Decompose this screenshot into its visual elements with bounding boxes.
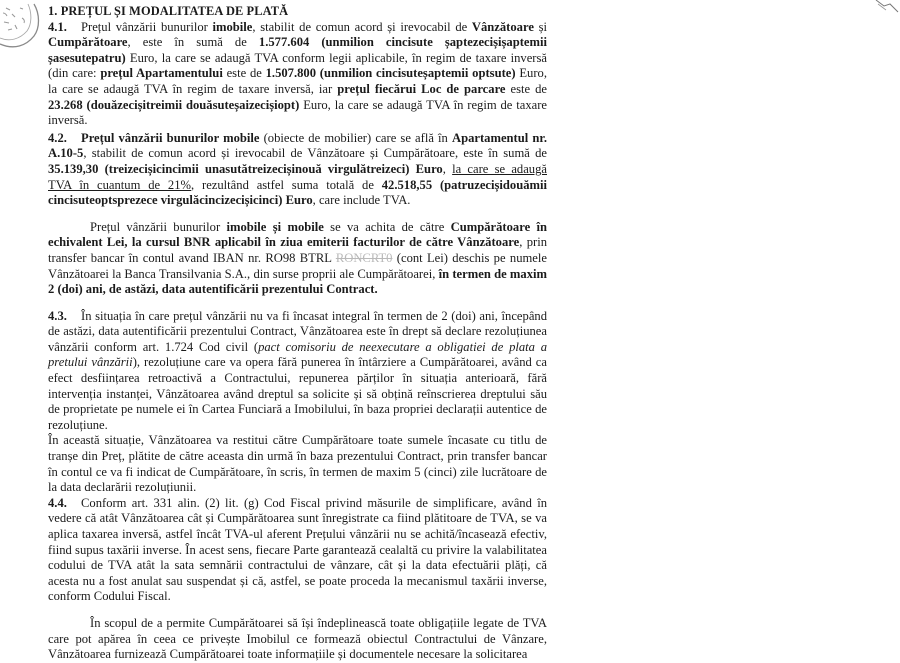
clause-4-2-payment: Prețul vânzării bunurilor imobile și mobile se va achita de către Cumpărătoare în echivalent Lei, la cursul BNR aplicabil în ziua emiterii facturilor de către Vânzătoare, prin transfer bancar în contul avand IBAN nr. RO98 BTRL RONCRT0 (cont Lei) deschis pe numele Vânzătoarei la Banca Transilvania S.A., din surse proprii ale Cumpărătoarei, în termen de maxim 2 (doi) ani, de astăzi, data autentificării prezentului Contract. [48,219,547,297]
contract-page [48,0,547,663]
page-corner-mark [874,0,900,26]
redacted-iban: RONCRT0 [335,250,393,265]
clause-4-4-vat-info: În scopul de a permite Cumpărătoarei să își îndeplinească toate obligațiile legate de TVA care pot apărea în ceea ce privește Imobilul ce formează obiectul Contractului de Vânzare, Vânzătoarea furnizează Cumpărătoarei toate informațiile și documentele necesare la solicitarea [48,615,547,662]
clause-4-3-restitution: În această situație, Vânzătoarea va restitui către Cumpărătoare toate sumele încasate cu titlu de tranșe din Preț, plătite de către aceasta din urmă în baza prezentului Contract, prin transfer bancar în contul ce va fi indicat de Cumpărătoare, în scris, în termen de maxim 5 (cinci) zile lucrătoare de la data declarării rezoluțiunii. [48,433,547,495]
clause-4-3: 4.3. În situația în care prețul vânzării nu va fi încasat integral în termen de 2 (doi) ani, începând de astăzi, data autentificării prezentului Contract, Vânzătoarea este în drept să declare rezoluțiunea vânzării conform art. 1.724 Cod civil (pact comisoriu de neexecutare a obligatiei de plata a pretului vânzării), rezoluțiune care va opera fără punerea în întârziere a Cumpărătoarei, având ca efect desființarea retroactivă a Contractului, repunerea părților în situația anterioară, fără intervenția instanței, Vânzătoarea având dreptul sa solicite și să obțină reînscrierea dreptului său de proprietate pe numele ei în Cartea Funciară a Imobilului, în baza propriei declarații autentice de rezoluțiune. [48,308,547,432]
clause-4-2: 4.2. Prețul vânzării bunurilor mobile (obiecte de mobilier) care se află în Apartamentul nr. A.10-5, stabilit de comun acord și irevocabil de Vânzătoare și Cumpărătoare, este în sumă de 35.139,30 (treizecișicincimii unasutătreizecișinouă virgulătreizeci) Euro, la care se adaugă TVA în cuantum de 21%, rezultând astfel suma totală de 42.518,55 (patruzecișidouămii cincisuteoptsprezece virgulăcincizecișicinci) Euro, care include TVA. [48,130,547,208]
section-title: 1. PREȚUL ȘI MODALITATEA DE PLATĂ [48,4,289,18]
clause-4-4: 4.4. Conform art. 331 alin. (2) lit. (g) Cod Fiscal privind măsurile de simplificare, având în vedere că atât Vânzătoarea cât și Cumpărătoarea sunt înregistrate ca fiind plătitoare de TVA, se va aplica taxarea inversă, astfel încât TVA-ul aferent Prețului vânzării nu se achită/încasează efectiv, fiind supus taxării inverse. În acest sens, fiecare Parte garantează cealaltă cu privire la valabilitatea codului de TVA atât la sata semnării contractului de vânzare, cât și la data efectuării plăți, că acesta nu a fost anulat sau suspendat și că, astfel, se poate proceda la mecanismul taxării inverse, conform Codului Fiscal. [48,495,547,604]
clause-number: 4.1. [48,19,67,34]
clause-number: 4.3. [48,308,67,323]
clause-4-1: 4.1. Prețul vânzării bunurilor imobile, stabilit de comun acord și irevocabil de Vânzătoare și Cumpărătoare, este în sumă de 1.577.604 (unmilion cincisute șaptezecișișaptemii șasesutepatru) Euro, la care se adaugă TVA conform legii aplicabile, în regim de taxare inversă (din care: prețul Apartamentului este de 1.507.800 (unmilion cincisuteșaptemii optsute) Euro, la care se adaugă TVA în regim de taxare inversă, iar prețul fiecărui Loc de parcare este de 23.268 (douăzecișitreimii douăsuteșaizecișiopt) Euro, la care se adaugă TVA în regim de taxare inversă. [48,19,548,128]
clause-number: 4.2. [48,130,67,145]
clause-number: 4.4. [48,495,67,510]
